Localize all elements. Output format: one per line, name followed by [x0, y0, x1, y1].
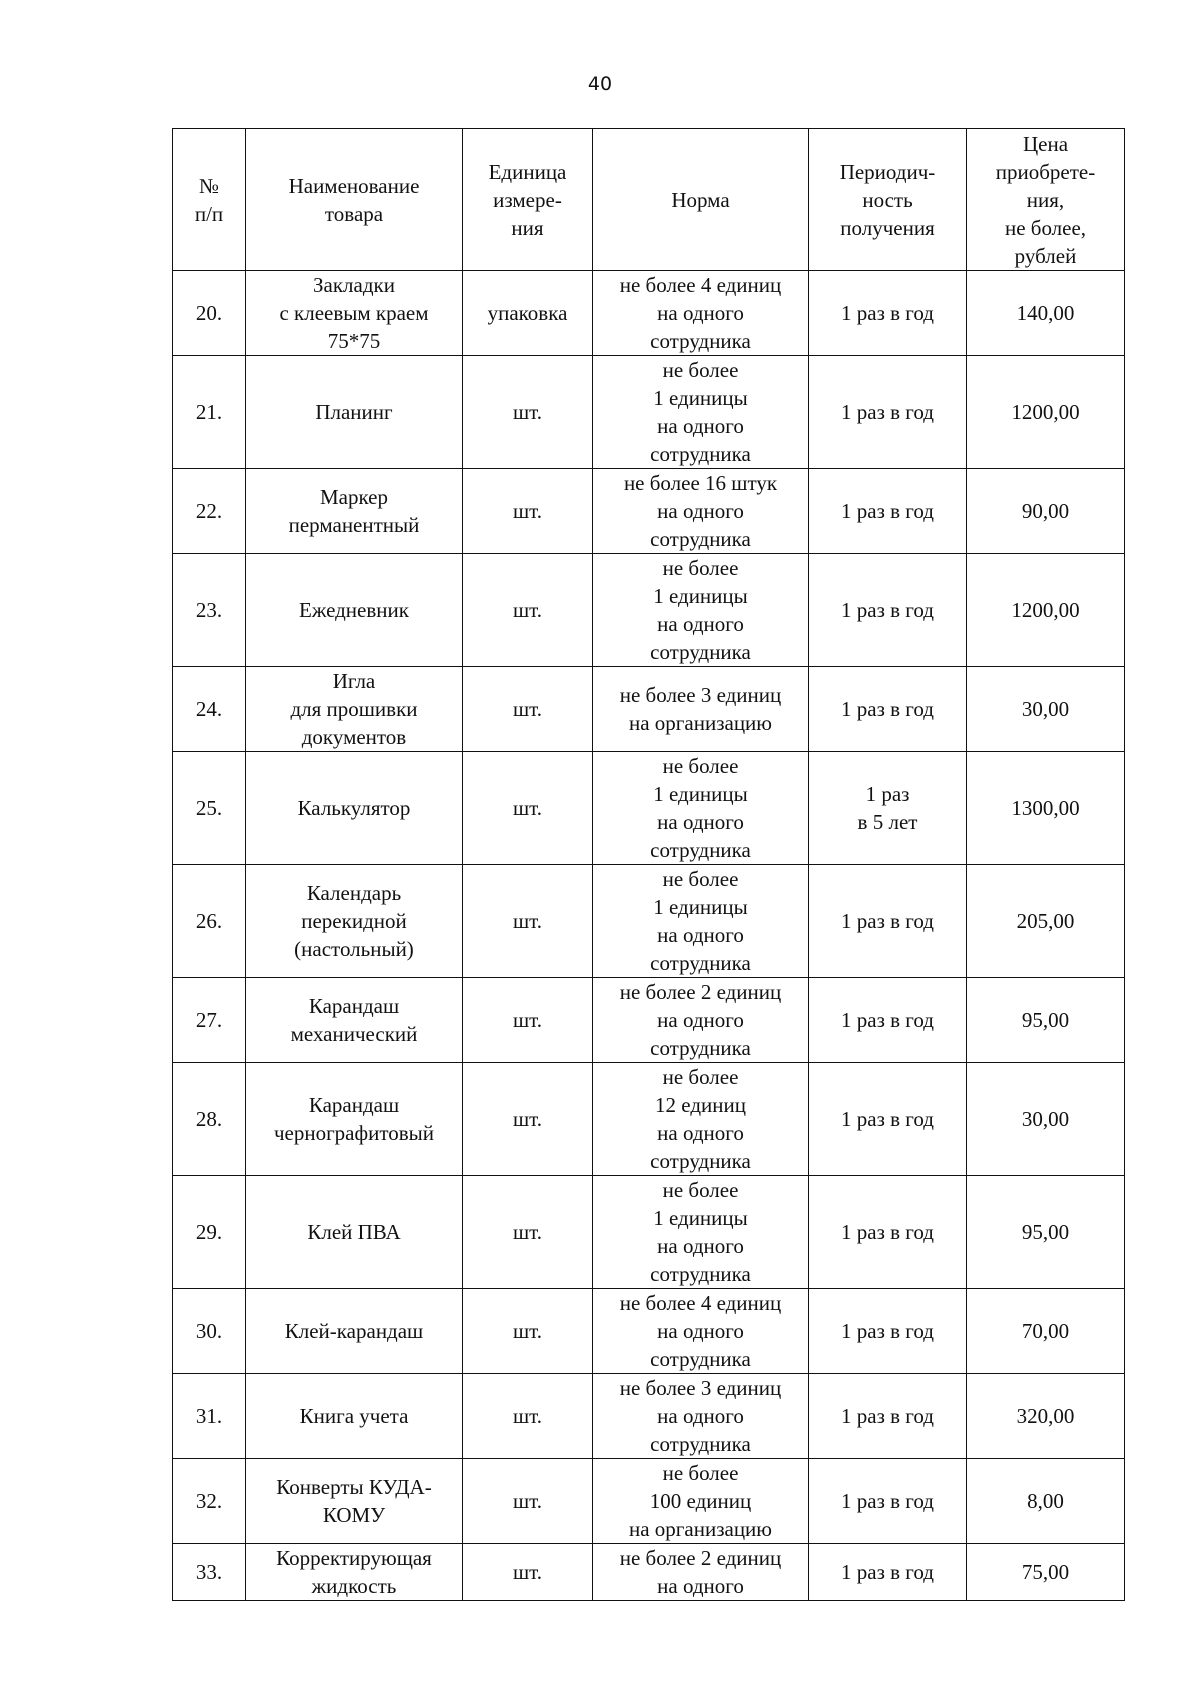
cell-norm: не более 2 единиц на одного сотрудника [593, 978, 809, 1063]
cell-norm: не более 12 единиц на одного сотрудника [593, 1063, 809, 1176]
cell-price: 70,00 [967, 1289, 1125, 1374]
table-row [173, 1374, 1125, 1459]
cell-number: 32. [173, 1459, 246, 1544]
cell-unit: шт. [463, 1176, 593, 1289]
cell-number: 20. [173, 271, 246, 356]
cell-number: 31. [173, 1374, 246, 1459]
cell-price: 1200,00 [967, 356, 1125, 469]
cell-number: 24. [173, 667, 246, 752]
cell-price: 205,00 [967, 865, 1125, 978]
cell-periodicity: 1 раз в год [809, 1289, 967, 1374]
cell-number: 29. [173, 1176, 246, 1289]
cell-periodicity: 1 раз в год [809, 978, 967, 1063]
cell-periodicity: 1 раз в год [809, 1544, 967, 1601]
cell-number: 30. [173, 1289, 246, 1374]
table-row [173, 752, 1125, 865]
cell-item-name: Клей ПВА [246, 1176, 463, 1289]
cell-norm: не более 1 единицы на одного сотрудника [593, 554, 809, 667]
header-price: Цена приобрете- ния, не более, рублей [967, 129, 1125, 271]
cell-periodicity: 1 раз в год [809, 1176, 967, 1289]
cell-item-name: Калькулятор [246, 752, 463, 865]
cell-norm: не более 100 единиц на организацию [593, 1459, 809, 1544]
cell-unit: шт. [463, 469, 593, 554]
cell-periodicity: 1 раз в год [809, 271, 967, 356]
table-row [173, 1063, 1125, 1176]
cell-price: 1300,00 [967, 752, 1125, 865]
cell-periodicity: 1 раз в год [809, 667, 967, 752]
table-header [173, 129, 1125, 271]
table-row [173, 1544, 1125, 1601]
cell-price: 140,00 [967, 271, 1125, 356]
cell-item-name: Игла для прошивки документов [246, 667, 463, 752]
cell-periodicity: 1 раз в год [809, 1459, 967, 1544]
cell-norm: не более 3 единиц на одного сотрудника [593, 1374, 809, 1459]
cell-periodicity: 1 раз в год [809, 469, 967, 554]
cell-price: 95,00 [967, 978, 1125, 1063]
cell-price: 8,00 [967, 1459, 1125, 1544]
table-row [173, 1459, 1125, 1544]
cell-number: 23. [173, 554, 246, 667]
cell-unit: шт. [463, 1063, 593, 1176]
cell-item-name: Корректирующая жидкость [246, 1544, 463, 1601]
table-row [173, 356, 1125, 469]
table-row [173, 1176, 1125, 1289]
cell-price: 30,00 [967, 667, 1125, 752]
table-body [173, 271, 1125, 1601]
header-number: № п/п [173, 129, 246, 271]
cell-norm: не более 16 штук на одного сотрудника [593, 469, 809, 554]
header-unit: Единица измере- ния [463, 129, 593, 271]
cell-unit: шт. [463, 356, 593, 469]
table-row [173, 271, 1125, 356]
cell-unit: шт. [463, 1544, 593, 1601]
table-row [173, 469, 1125, 554]
cell-price: 90,00 [967, 469, 1125, 554]
cell-norm: не более 3 единиц на организацию [593, 667, 809, 752]
table-row [173, 554, 1125, 667]
cell-number: 21. [173, 356, 246, 469]
supplies-norms-table [172, 128, 1125, 1601]
cell-unit: упаковка [463, 271, 593, 356]
cell-norm: не более 4 единиц на одного сотрудника [593, 271, 809, 356]
header-row [173, 129, 1125, 271]
cell-item-name: Маркер перманентный [246, 469, 463, 554]
cell-price: 30,00 [967, 1063, 1125, 1176]
table-row [173, 978, 1125, 1063]
cell-periodicity: 1 раз в 5 лет [809, 752, 967, 865]
cell-number: 26. [173, 865, 246, 978]
cell-unit: шт. [463, 667, 593, 752]
cell-periodicity: 1 раз в год [809, 554, 967, 667]
cell-periodicity: 1 раз в год [809, 1063, 967, 1176]
cell-item-name: Календарь перекидной (настольный) [246, 865, 463, 978]
cell-number: 27. [173, 978, 246, 1063]
cell-unit: шт. [463, 554, 593, 667]
table-row [173, 865, 1125, 978]
header-norm: Норма [593, 129, 809, 271]
cell-unit: шт. [463, 752, 593, 865]
cell-periodicity: 1 раз в год [809, 865, 967, 978]
header-periodicity: Периодич- ность получения [809, 129, 967, 271]
table-row [173, 667, 1125, 752]
cell-item-name: Книга учета [246, 1374, 463, 1459]
cell-price: 320,00 [967, 1374, 1125, 1459]
cell-norm: не более 2 единиц на одного [593, 1544, 809, 1601]
cell-item-name: Закладки с клеевым краем 75*75 [246, 271, 463, 356]
cell-item-name: Карандаш чернографитовый [246, 1063, 463, 1176]
cell-norm: не более 4 единиц на одного сотрудника [593, 1289, 809, 1374]
cell-number: 25. [173, 752, 246, 865]
cell-number: 28. [173, 1063, 246, 1176]
cell-price: 75,00 [967, 1544, 1125, 1601]
cell-norm: не более 1 единицы на одного сотрудника [593, 356, 809, 469]
cell-item-name: Планинг [246, 356, 463, 469]
cell-price: 1200,00 [967, 554, 1125, 667]
cell-unit: шт. [463, 978, 593, 1063]
cell-item-name: Конверты КУДА- КОМУ [246, 1459, 463, 1544]
cell-item-name: Карандаш механический [246, 978, 463, 1063]
cell-periodicity: 1 раз в год [809, 1374, 967, 1459]
page-number: 40 [587, 73, 613, 95]
cell-unit: шт. [463, 1289, 593, 1374]
cell-norm: не более 1 единицы на одного сотрудника [593, 865, 809, 978]
cell-unit: шт. [463, 1459, 593, 1544]
cell-item-name: Клей-карандаш [246, 1289, 463, 1374]
cell-periodicity: 1 раз в год [809, 356, 967, 469]
cell-norm: не более 1 единицы на одного сотрудника [593, 752, 809, 865]
cell-unit: шт. [463, 1374, 593, 1459]
cell-norm: не более 1 единицы на одного сотрудника [593, 1176, 809, 1289]
cell-price: 95,00 [967, 1176, 1125, 1289]
cell-item-name: Ежедневник [246, 554, 463, 667]
cell-number: 22. [173, 469, 246, 554]
header-item-name: Наименование товара [246, 129, 463, 271]
table-row [173, 1289, 1125, 1374]
cell-number: 33. [173, 1544, 246, 1601]
cell-unit: шт. [463, 865, 593, 978]
